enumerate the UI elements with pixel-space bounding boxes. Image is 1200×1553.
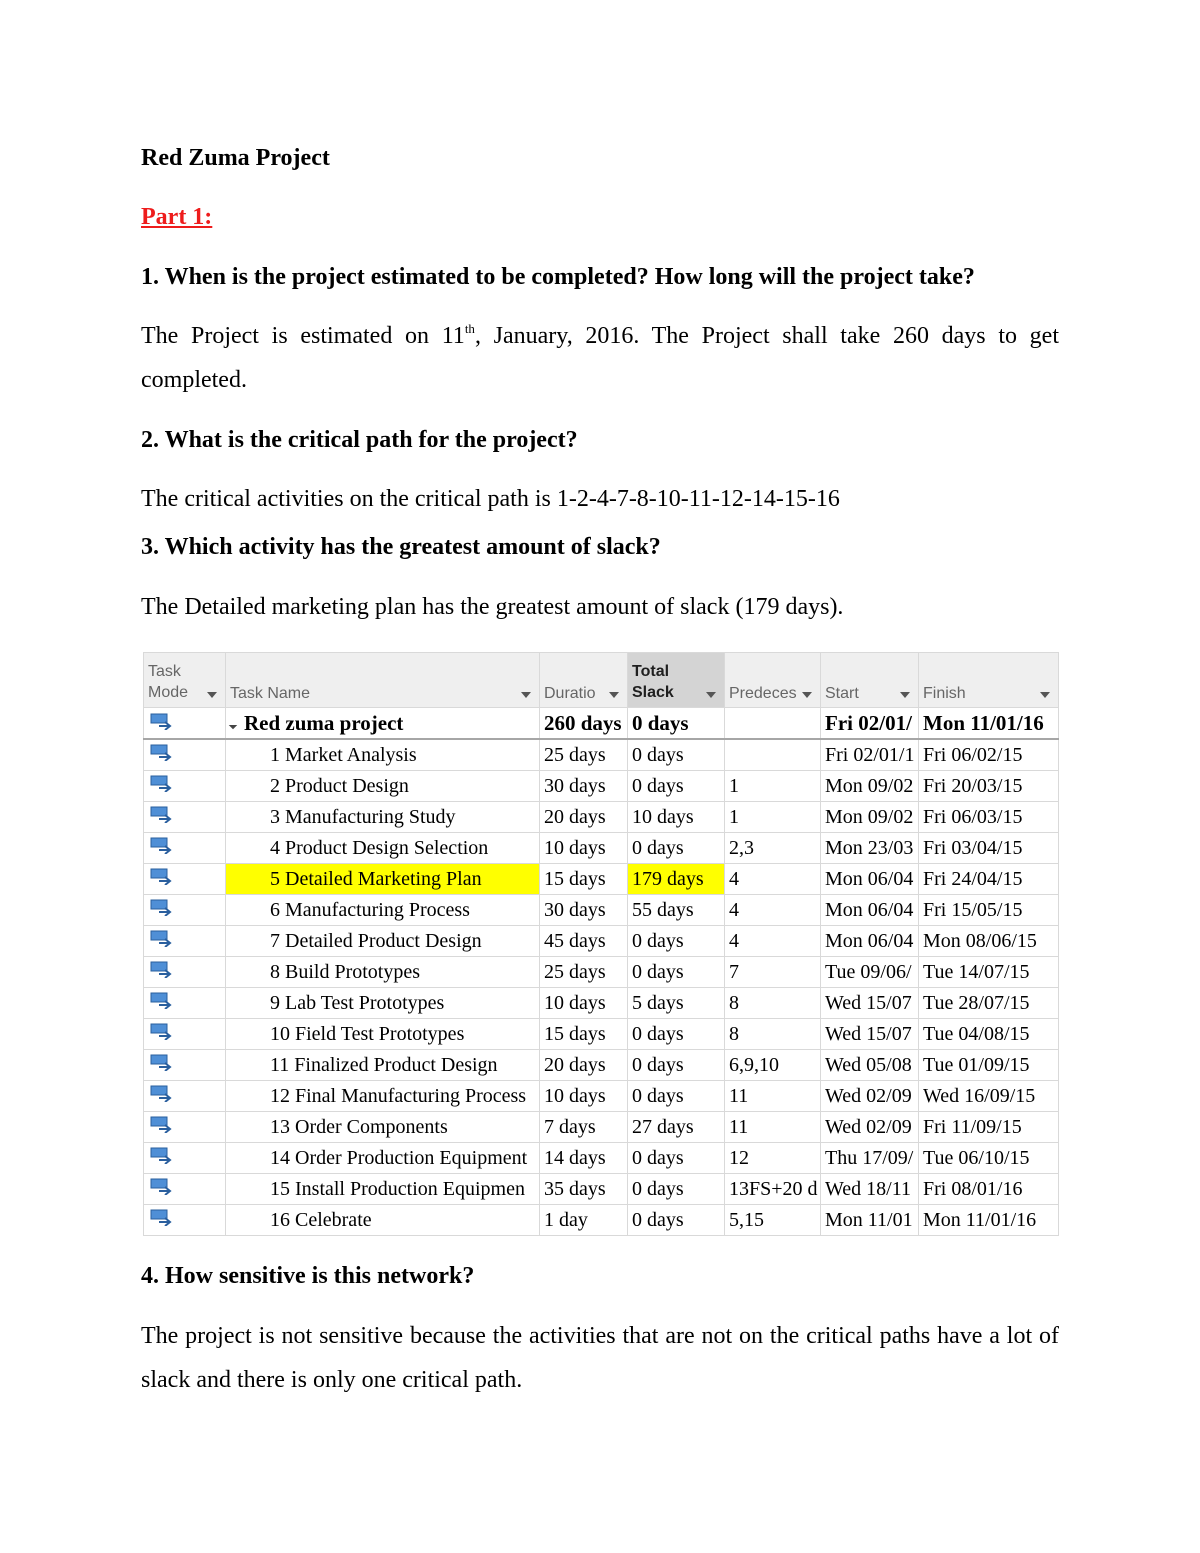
question-4: 4. How sensitive is this network? <box>141 1263 475 1289</box>
start-cell: Mon 09/02 <box>821 802 919 833</box>
auto-schedule-task-icon <box>144 864 226 895</box>
auto-schedule-task-icon <box>144 988 226 1019</box>
task-name-cell: 15 Install Production Equipmen <box>226 1174 540 1205</box>
finish-cell: Tue 14/07/15 <box>919 957 1059 988</box>
finish-cell: Fri 24/04/15 <box>919 864 1059 895</box>
predecessors-cell: 7 <box>725 957 821 988</box>
task-name-cell: 8 Build Prototypes <box>226 957 540 988</box>
slack-cell: 0 days <box>628 739 725 771</box>
predecessors-cell: 11 <box>725 1112 821 1143</box>
duration-cell: 15 days <box>540 864 628 895</box>
header-duration[interactable]: Duratio <box>540 653 628 708</box>
auto-schedule-task-icon <box>144 1081 226 1112</box>
predecessors-cell <box>725 739 821 771</box>
table-row[interactable] <box>144 1174 1059 1205</box>
predecessors-cell: 2,3 <box>725 833 821 864</box>
table-row[interactable] <box>144 864 1059 895</box>
table-row[interactable] <box>144 802 1059 833</box>
start-cell: Fri 02/01/1 <box>821 739 919 771</box>
predecessors-cell: 11 <box>725 1081 821 1112</box>
auto-schedule-task-icon <box>144 802 226 833</box>
task-name-cell: 10 Field Test Prototypes <box>226 1019 540 1050</box>
slack-cell: 0 days <box>628 1081 725 1112</box>
duration-cell: 30 days <box>540 895 628 926</box>
table-row[interactable] <box>144 771 1059 802</box>
start-cell: Mon 06/04 <box>821 864 919 895</box>
chevron-down-icon[interactable] <box>207 692 217 698</box>
predecessors-cell: 8 <box>725 1019 821 1050</box>
question-3: 3. Which activity has the greatest amount of slack? <box>141 534 661 560</box>
table-row[interactable] <box>144 1081 1059 1112</box>
slack-cell: 0 days <box>628 1205 725 1236</box>
finish-cell: Tue 28/07/15 <box>919 988 1059 1019</box>
duration-cell: 25 days <box>540 739 628 771</box>
finish-cell: Tue 04/08/15 <box>919 1019 1059 1050</box>
slack-cell: 0 days <box>628 1143 725 1174</box>
table-row[interactable] <box>144 739 1059 771</box>
auto-schedule-task-icon <box>144 739 226 771</box>
header-total-slack[interactable]: Total Slack <box>628 653 725 708</box>
chevron-down-icon[interactable] <box>706 692 716 698</box>
task-name-cell: 7 Detailed Product Design <box>226 926 540 957</box>
finish-cell: Fri 20/03/15 <box>919 771 1059 802</box>
answer-2: The critical activities on the critical path is 1-2-4-7-8-10-11-12-14-15-16 <box>141 486 840 512</box>
task-name-cell: 13 Order Components <box>226 1112 540 1143</box>
auto-schedule-task-icon <box>144 926 226 957</box>
duration-cell: 10 days <box>540 1081 628 1112</box>
slack-cell: 0 days <box>628 1174 725 1205</box>
slack-cell: 0 days <box>628 926 725 957</box>
finish-cell: Fri 06/03/15 <box>919 802 1059 833</box>
auto-schedule-task-icon <box>144 1050 226 1081</box>
chevron-down-icon[interactable] <box>802 692 812 698</box>
table-row[interactable] <box>144 1205 1059 1236</box>
auto-schedule-task-icon <box>144 771 226 802</box>
start-cell: Wed 02/09 <box>821 1112 919 1143</box>
task-name-cell: 3 Manufacturing Study <box>226 802 540 833</box>
answer-3: The Detailed marketing plan has the greatest amount of slack (179 days). <box>141 594 844 620</box>
predecessors-cell: 8 <box>725 988 821 1019</box>
duration-cell: 25 days <box>540 957 628 988</box>
task-name-cell: 9 Lab Test Prototypes <box>226 988 540 1019</box>
finish-cell: Wed 16/09/15 <box>919 1081 1059 1112</box>
start-cell: Wed 05/08 <box>821 1050 919 1081</box>
finish-cell: Fri 03/04/15 <box>919 833 1059 864</box>
duration-cell: 10 days <box>540 988 628 1019</box>
predecessors-cell: 1 <box>725 771 821 802</box>
answer-4: The project is not sensitive because the activities that are not on the critical paths have a lot of slack and there is only one critical path. <box>141 1323 1059 1393</box>
slack-cell: 0 days <box>628 833 725 864</box>
predecessors-cell: 5,15 <box>725 1205 821 1236</box>
start-cell: Wed 15/07 <box>821 988 919 1019</box>
predecessors-cell: 6,9,10 <box>725 1050 821 1081</box>
chevron-down-icon[interactable] <box>900 692 910 698</box>
finish-cell: Mon 08/06/15 <box>919 926 1059 957</box>
slack-cell: 179 days <box>628 864 725 895</box>
predecessors-cell: 1 <box>725 802 821 833</box>
duration-cell: 30 days <box>540 771 628 802</box>
auto-schedule-task-icon <box>144 1205 226 1236</box>
header-start[interactable]: Start <box>821 653 919 708</box>
table-row[interactable] <box>144 957 1059 988</box>
summary-predecessors <box>725 708 821 740</box>
duration-cell: 20 days <box>540 1050 628 1081</box>
auto-schedule-task-icon <box>144 1174 226 1205</box>
auto-schedule-task-icon <box>144 833 226 864</box>
slack-cell: 0 days <box>628 1050 725 1081</box>
question-1: 1. When is the project estimated to be completed? How long will the project take? <box>141 264 975 290</box>
task-name-cell: 1 Market Analysis <box>226 739 540 771</box>
slack-cell: 0 days <box>628 1019 725 1050</box>
table-header-row <box>144 653 1059 708</box>
duration-cell: 45 days <box>540 926 628 957</box>
auto-schedule-task-icon <box>144 1112 226 1143</box>
slack-cell: 10 days <box>628 802 725 833</box>
finish-cell: Tue 06/10/15 <box>919 1143 1059 1174</box>
chevron-down-icon[interactable] <box>1040 692 1050 698</box>
question-2: 2. What is the critical path for the project? <box>141 427 578 453</box>
start-cell: Tue 09/06/ <box>821 957 919 988</box>
auto-schedule-task-icon <box>144 957 226 988</box>
answer-1: The Project is estimated on 11th, January, 2016. The Project shall take 260 days to get completed. <box>141 321 1059 393</box>
auto-schedule-task-icon <box>144 1143 226 1174</box>
table-row[interactable] <box>144 833 1059 864</box>
finish-cell: Fri 06/02/15 <box>919 739 1059 771</box>
duration-cell: 10 days <box>540 833 628 864</box>
summary-task-name: Red zuma project <box>226 708 540 740</box>
task-name-cell: 11 Finalized Product Design <box>226 1050 540 1081</box>
table-row[interactable] <box>144 988 1059 1019</box>
summary-duration: 260 days <box>540 708 628 740</box>
collapse-triangle-icon[interactable] <box>229 720 237 728</box>
predecessors-cell: 4 <box>725 864 821 895</box>
finish-cell: Fri 15/05/15 <box>919 895 1059 926</box>
chevron-down-icon[interactable] <box>609 692 619 698</box>
header-task-name[interactable]: Task Name <box>226 653 540 708</box>
table-row[interactable] <box>144 1143 1059 1174</box>
start-cell: Wed 18/11 <box>821 1174 919 1205</box>
start-cell: Mon 09/02 <box>821 771 919 802</box>
slack-cell: 5 days <box>628 988 725 1019</box>
slack-cell: 0 days <box>628 957 725 988</box>
table-row[interactable] <box>144 1019 1059 1050</box>
duration-cell: 1 day <box>540 1205 628 1236</box>
task-name-cell: 12 Final Manufacturing Process <box>226 1081 540 1112</box>
start-cell: Mon 06/04 <box>821 895 919 926</box>
start-cell: Mon 06/04 <box>821 926 919 957</box>
predecessors-cell: 12 <box>725 1143 821 1174</box>
finish-cell: Fri 08/01/16 <box>919 1174 1059 1205</box>
chevron-down-icon[interactable] <box>521 692 531 698</box>
auto-schedule-task-icon <box>144 1019 226 1050</box>
finish-cell: Tue 01/09/15 <box>919 1050 1059 1081</box>
task-name-cell: 4 Product Design Selection <box>226 833 540 864</box>
predecessors-cell: 13FS+20 d <box>725 1174 821 1205</box>
start-cell: Wed 15/07 <box>821 1019 919 1050</box>
table-row[interactable] <box>144 1112 1059 1143</box>
auto-schedule-task-icon <box>144 708 226 740</box>
predecessors-cell: 4 <box>725 895 821 926</box>
summary-slack: 0 days <box>628 708 725 740</box>
table-row[interactable] <box>144 1050 1059 1081</box>
slack-cell: 55 days <box>628 895 725 926</box>
table-row[interactable] <box>144 895 1059 926</box>
finish-cell: Mon 11/01/16 <box>919 1205 1059 1236</box>
finish-cell: Fri 11/09/15 <box>919 1112 1059 1143</box>
header-finish[interactable]: Finish <box>919 653 1059 708</box>
slack-cell: 0 days <box>628 771 725 802</box>
document-title: Red Zuma Project <box>141 145 330 171</box>
header-predecessors[interactable]: Predeces <box>725 653 821 708</box>
predecessors-cell: 4 <box>725 926 821 957</box>
table-row[interactable] <box>144 926 1059 957</box>
task-name-cell: 6 Manufacturing Process <box>226 895 540 926</box>
task-name-cell: 14 Order Production Equipment <box>226 1143 540 1174</box>
header-task-mode[interactable]: Task Mode <box>144 653 226 708</box>
summary-finish: Mon 11/01/16 <box>919 708 1059 740</box>
duration-cell: 20 days <box>540 802 628 833</box>
part-heading: Part 1: <box>141 204 213 230</box>
project-schedule-table <box>143 652 1059 1236</box>
summary-row[interactable] <box>144 708 1059 740</box>
duration-cell: 15 days <box>540 1019 628 1050</box>
start-cell: Mon 23/03 <box>821 833 919 864</box>
start-cell: Thu 17/09/ <box>821 1143 919 1174</box>
duration-cell: 14 days <box>540 1143 628 1174</box>
duration-cell: 35 days <box>540 1174 628 1205</box>
duration-cell: 7 days <box>540 1112 628 1143</box>
task-name-cell: 2 Product Design <box>226 771 540 802</box>
summary-start: Fri 02/01/ <box>821 708 919 740</box>
start-cell: Mon 11/01 <box>821 1205 919 1236</box>
auto-schedule-task-icon <box>144 895 226 926</box>
slack-cell: 27 days <box>628 1112 725 1143</box>
start-cell: Wed 02/09 <box>821 1081 919 1112</box>
task-name-cell: 16 Celebrate <box>226 1205 540 1236</box>
task-name-cell: 5 Detailed Marketing Plan <box>226 864 540 895</box>
